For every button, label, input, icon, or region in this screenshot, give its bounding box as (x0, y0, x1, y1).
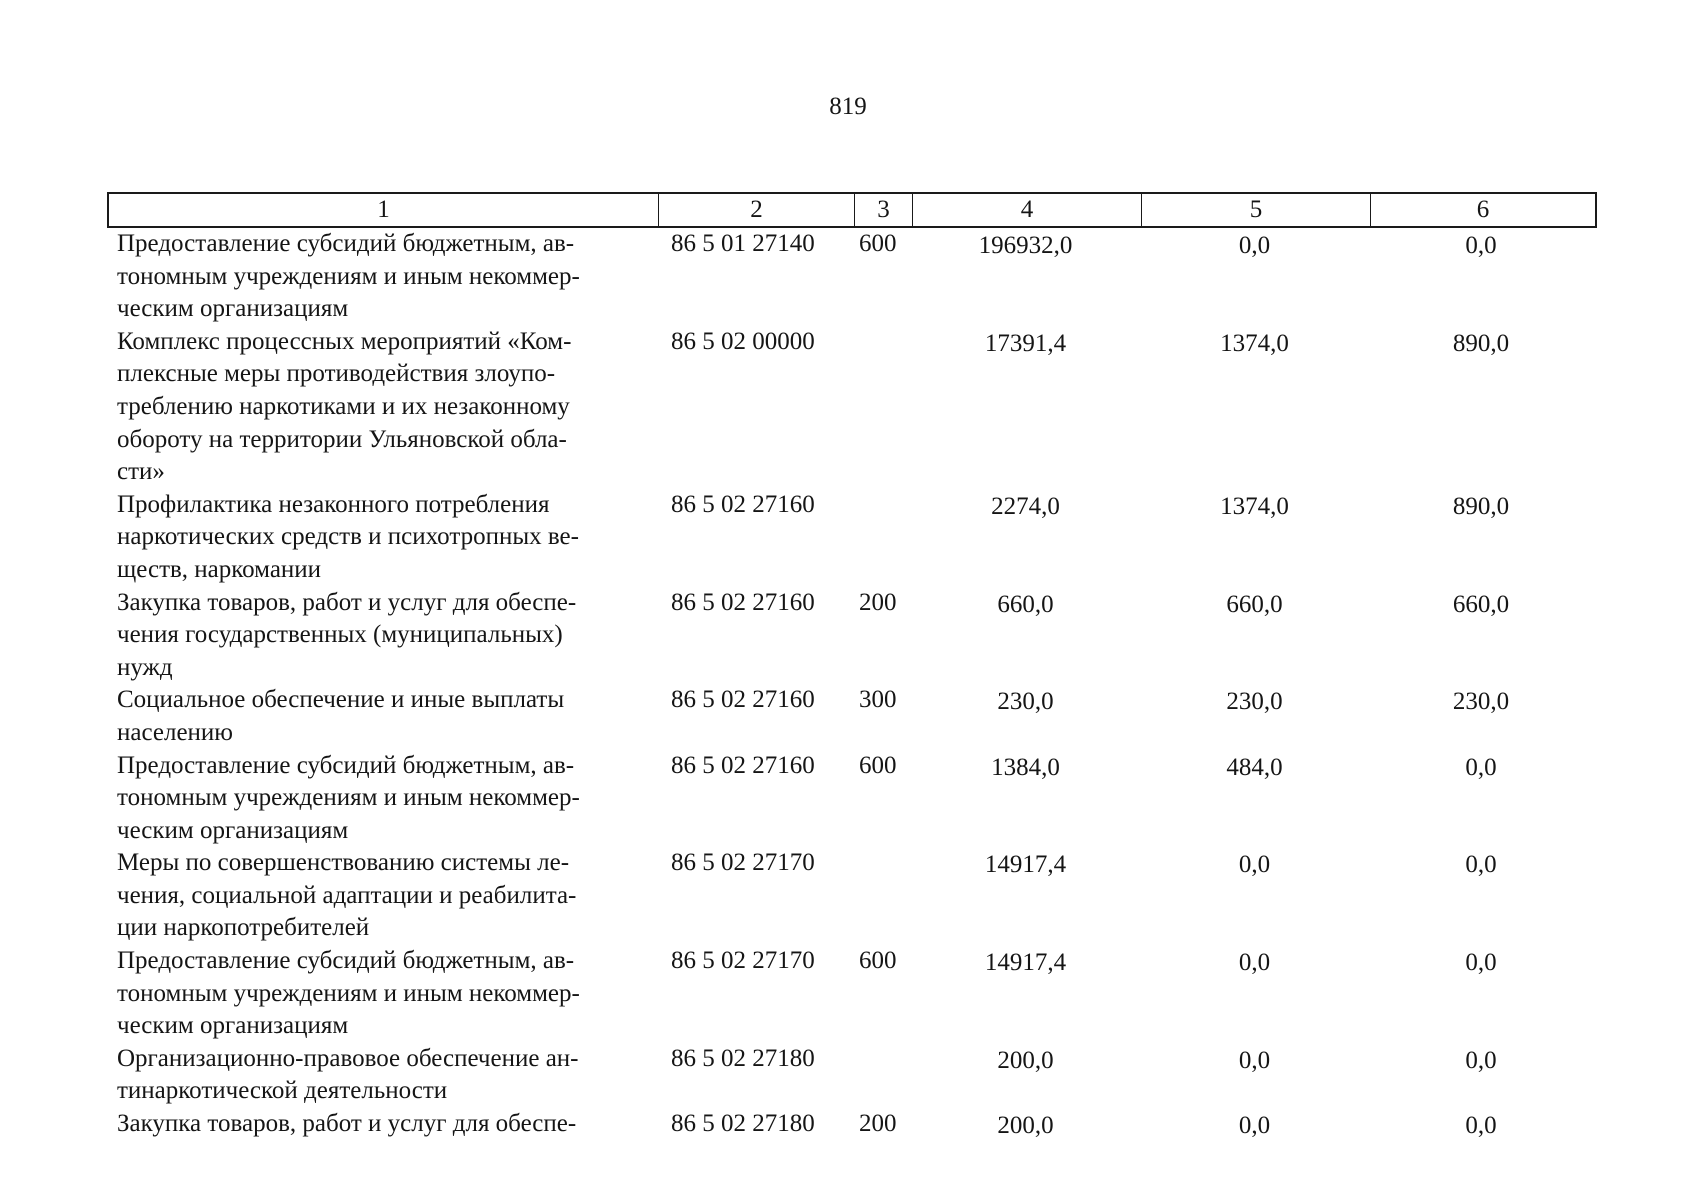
row-value-col6: 0,0 (1465, 753, 1497, 781)
row-code: 86 5 02 27160 (671, 588, 815, 616)
row-description (107, 750, 657, 848)
row-code: 86 5 01 27140 (671, 230, 815, 257)
table-row (107, 945, 1597, 1043)
row-expense-type: 200 (859, 1110, 897, 1138)
description-line: Закупка товаров, работ и услуг для обеспе- (117, 588, 577, 616)
table-header (107, 192, 1597, 228)
row-description (107, 684, 657, 749)
row-value-col6: 0,0 (1465, 232, 1497, 259)
description-line: ческим организациям (117, 1012, 349, 1040)
row-value-col4: 230,0 (997, 688, 1054, 716)
description-line: тономным учреждениям и иным некоммер- (117, 262, 580, 290)
table-row (107, 1043, 1597, 1108)
row-expense-type: 600 (859, 947, 897, 975)
row-value-col4: 14917,4 (984, 949, 1067, 977)
header-col-3: 3 (855, 194, 913, 226)
row-value-col5: 1374,0 (1220, 329, 1289, 357)
row-value-col4: 200,0 (997, 1046, 1054, 1074)
row-description (107, 945, 657, 1043)
header-col-5: 5 (1142, 194, 1371, 226)
row-value-col4: 200,0 (997, 1112, 1054, 1140)
description-line: Закупка товаров, работ и услуг для обеспе- (117, 1110, 577, 1138)
description-line: обороту на территории Ульяновской обла- (117, 425, 567, 453)
description-line: ческим организациям (117, 295, 349, 323)
row-value-col5: 484,0 (1226, 753, 1283, 781)
description-line: ществ, наркомании (117, 555, 322, 583)
description-line: тинаркотической деятельности (117, 1077, 448, 1105)
description-line: Организационно-правовое обеспечение ан- (117, 1044, 579, 1072)
row-value-col5: 0,0 (1238, 232, 1271, 259)
header-col-1: 1 (109, 194, 659, 226)
row-expense-type: 600 (859, 230, 897, 257)
description-line: тономным учреждениям и иным некоммер- (117, 979, 580, 1007)
row-value-col6: 0,0 (1465, 1112, 1497, 1140)
table-body (107, 228, 1597, 1143)
description-line: треблению наркотиками и их незаконному (117, 392, 570, 420)
header-col-2: 2 (659, 194, 855, 226)
row-code: 86 5 02 27170 (671, 947, 815, 975)
description-line: ческим организациям (117, 816, 349, 844)
row-description (107, 587, 657, 685)
row-expense-type (853, 489, 911, 587)
row-expense-type (853, 847, 911, 945)
description-line: чения государственных (муниципальных) (117, 621, 563, 649)
row-description (107, 847, 657, 945)
row-description (107, 326, 657, 489)
description-line: чения, социальной адаптации и реабилита- (117, 881, 577, 909)
row-expense-type (853, 326, 911, 489)
row-code: 86 5 02 27180 (671, 1110, 815, 1138)
row-value-col5: 1374,0 (1220, 492, 1289, 520)
row-value-col4: 1384,0 (991, 753, 1060, 781)
description-line: Предоставление субсидий бюджетным, ав- (117, 230, 575, 257)
row-value-col4: 14917,4 (984, 851, 1067, 879)
description-line: Профилактика незаконного потребления (117, 490, 550, 518)
row-value-col6: 0,0 (1465, 949, 1497, 977)
header-col-4: 4 (913, 194, 1142, 226)
row-value-col5: 660,0 (1226, 590, 1283, 618)
row-description (107, 1108, 657, 1143)
description-line: тономным учреждениям и иным некоммер- (117, 784, 580, 812)
row-value-col4: 196932,0 (978, 232, 1073, 259)
row-value-col4: 2274,0 (991, 492, 1060, 520)
table-row (107, 1108, 1597, 1143)
description-line: нужд (117, 653, 173, 681)
description-line: населению (117, 718, 233, 746)
table-row (107, 326, 1597, 489)
row-value-col5: 0,0 (1238, 1112, 1271, 1140)
row-value-col5: 0,0 (1238, 851, 1271, 879)
row-description (107, 489, 657, 587)
row-value-col6: 0,0 (1465, 851, 1497, 879)
row-value-col6: 890,0 (1452, 492, 1510, 520)
row-value-col5: 230,0 (1226, 688, 1283, 716)
row-code: 86 5 02 27160 (671, 751, 815, 779)
row-value-col4: 660,0 (997, 590, 1054, 618)
row-code: 86 5 02 00000 (671, 327, 815, 355)
row-value-col6: 0,0 (1465, 1046, 1497, 1074)
description-line: ции наркопотребителей (117, 914, 370, 942)
description-line: Предоставление субсидий бюджетным, ав- (117, 751, 575, 779)
row-value-col5: 0,0 (1238, 1046, 1271, 1074)
row-expense-type: 600 (859, 751, 897, 779)
row-value-col6: 890,0 (1452, 329, 1510, 357)
page-number: 819 (829, 93, 867, 120)
table-row (107, 228, 1597, 326)
row-value-col6: 230,0 (1452, 688, 1510, 716)
row-value-col4: 17391,4 (984, 329, 1067, 357)
table-row (107, 847, 1597, 945)
table-row (107, 489, 1597, 587)
table-row (107, 587, 1597, 685)
description-line: Комплекс процессных мероприятий «Ком- (117, 327, 572, 355)
row-expense-type (853, 1043, 911, 1108)
row-code: 86 5 02 27160 (671, 686, 815, 714)
row-value-col6: 660,0 (1452, 590, 1510, 618)
row-code: 86 5 02 27170 (671, 849, 815, 877)
row-code: 86 5 02 27180 (671, 1044, 815, 1072)
description-line: наркотических средств и психотропных ве- (117, 523, 579, 551)
description-line: сти» (117, 458, 165, 486)
row-value-col5: 0,0 (1238, 949, 1271, 977)
table-row (107, 750, 1597, 848)
header-col-6: 6 (1476, 196, 1490, 223)
description-line: Меры по совершенствованию системы ле- (117, 849, 570, 877)
description-line: Предоставление субсидий бюджетным, ав- (117, 947, 575, 975)
row-expense-type: 200 (859, 588, 897, 616)
description-line: Социальное обеспечение и иные выплаты (117, 686, 565, 714)
row-description (107, 228, 657, 326)
table-row (107, 684, 1597, 749)
row-expense-type: 300 (859, 686, 897, 714)
description-line: плексные меры противодействия злоупо- (117, 360, 556, 388)
row-code: 86 5 02 27160 (671, 490, 815, 518)
row-description (107, 1043, 657, 1108)
